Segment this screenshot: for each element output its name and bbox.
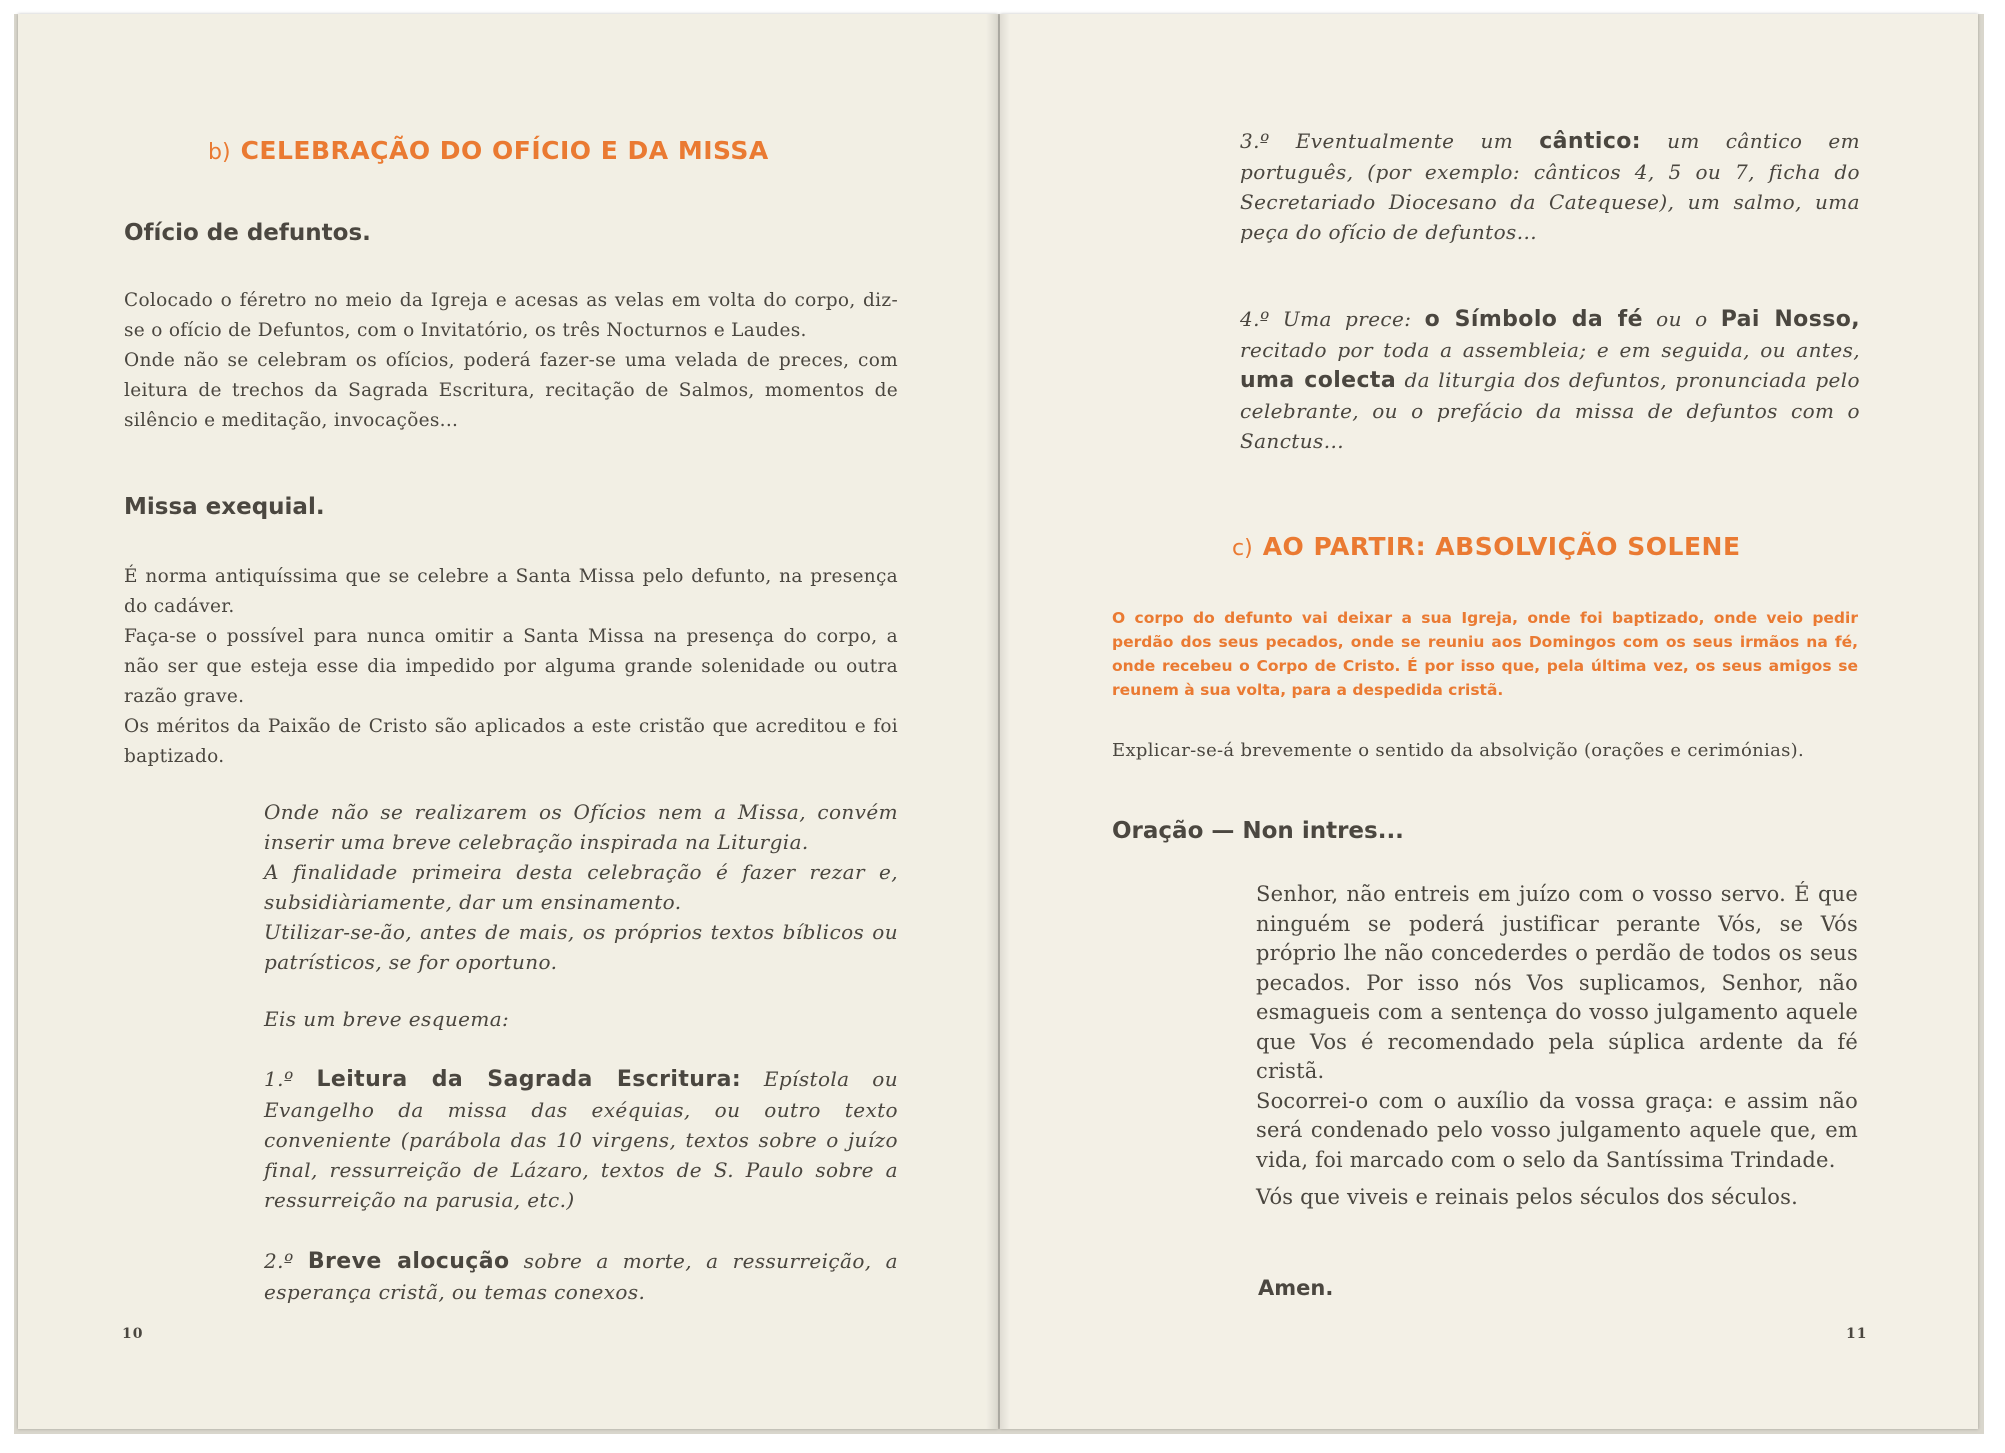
item-1 bbox=[264, 1064, 898, 1215]
item-3-title: cântico: bbox=[1539, 129, 1641, 154]
missa-paragraph-3: Os méritos da Paixão de Cristo são aplicados a este cristão que acreditou e foi baptizado. bbox=[124, 716, 898, 767]
italic-paragraph-3: Utilizar-se-ão, antes de mais, os próprios textos bíblicos ou patrísticos, se for oportuno. bbox=[264, 920, 898, 974]
item-2-title: Breve alocução bbox=[307, 1249, 510, 1274]
item-2 bbox=[264, 1246, 898, 1307]
item-4 bbox=[1240, 304, 1860, 456]
item-4-colecta: uma colecta bbox=[1240, 368, 1397, 393]
item-1-text: Epístola ou Evangelho da missa das exéquias, ou outro texto conveniente (parábola das 10 virgens, textos sobre o juízo final, ressurreição de Lázaro, textos de S. Paulo sobre a ressurreição na parusia, etc.) bbox=[264, 1067, 899, 1212]
absolvicao-intro: O corpo do defunto vai deixar a sua Igreja, onde foi baptizado, onde veio pedir perdão dos seus pecados, onde se reuniu aos Domingos com os seus irmãos na fé, onde recebeu o Corpo de Cristo. É por isso que, pela última vez, os seus amigos se reunem à sua volta, para a despedida cristã. bbox=[1112, 609, 1858, 699]
oficio-heading: Ofício de defuntos. bbox=[124, 220, 371, 246]
amen: Amen. bbox=[1258, 1276, 1334, 1300]
item-4-text: da liturgia dos defuntos, pronunciada pelo celebrante, ou o prefácio da missa de defuntos com o Sanctus... bbox=[1240, 368, 1860, 453]
item-1-number: 1.º bbox=[264, 1067, 294, 1091]
item-3-lead: Eventualmente um bbox=[1295, 129, 1514, 153]
book-gutter bbox=[986, 14, 1010, 1429]
right-page bbox=[1000, 14, 1978, 1429]
section-c-title: AO PARTIR: ABSOLVIÇÃO SOLENE bbox=[1262, 532, 1741, 561]
oficio-paragraph-2: Onde não se celebram os ofícios, poderá fazer-se uma velada de preces, com leitura de trechos da Sagrada Escritura, recitação de Salmos, momentos de silêncio e meditação, invocações... bbox=[124, 350, 898, 431]
item-4-ou: ou o bbox=[1656, 307, 1708, 331]
prayer-paragraph-3: Vós que viveis e reinais pelos séculos dos séculos. bbox=[1256, 1185, 1798, 1209]
esquema-intro: Eis um breve esquema: bbox=[264, 1007, 510, 1031]
section-b-title: CELEBRAÇÃO DO OFÍCIO E DA MISSA bbox=[240, 136, 769, 165]
italic-paragraph-1: Onde não se realizarem os Ofícios nem a Missa, convém inserir uma breve celebração inspirada na Liturgia. bbox=[264, 800, 898, 854]
oracao-label: Oração — Non intres... bbox=[1112, 818, 1404, 844]
item-3-number: 3.º bbox=[1240, 129, 1270, 153]
italic-paragraph-2: A finalidade primeira desta celebração é fazer rezar e, subsidiàriamente, dar um ensinamento. bbox=[264, 860, 898, 914]
left-page bbox=[18, 14, 998, 1429]
oficio-body bbox=[124, 286, 898, 436]
page-number-right: 11 bbox=[1846, 1326, 1868, 1342]
item-3-text: um cântico em português, (por exemplo: cânticos 4, 5 ou 7, ficha do Secretariado Diocesano da Catequese), um salmo, uma peça do ofício de defuntos... bbox=[1240, 129, 1860, 244]
item-1-title: Leitura da Sagrada Escritura: bbox=[316, 1067, 742, 1092]
item-4-simbolo: o Símbolo da fé bbox=[1424, 307, 1643, 332]
item-2-number: 2.º bbox=[264, 1249, 294, 1273]
item-4-number: 4.º bbox=[1240, 307, 1270, 331]
page-number-left: 10 bbox=[122, 1326, 144, 1342]
section-b-heading bbox=[208, 136, 769, 165]
prayer-paragraph-1: Senhor, não entreis em juízo com o vosso servo. É que ninguém se poderá justificar perante Vós, se Vós próprio lhe não concederdes o perdão de todos os seus pecados. Por isso nós Vos suplicamos, Senhor, não esmagueis com a sentença do vosso julgamento aquele que Vos é recomendado pela súplica ardente da fé cristã. bbox=[1256, 882, 1858, 1083]
missa-body bbox=[124, 562, 898, 772]
italic-note bbox=[264, 797, 898, 977]
item-2-text: sobre a morte, a ressurreição, a esperança cristã, ou temas conexos. bbox=[264, 1249, 898, 1304]
explain-line: Explicar-se-á brevemente o sentido da absolvição (orações e cerimónias). bbox=[1112, 740, 1805, 761]
missa-heading: Missa exequial. bbox=[124, 494, 325, 520]
item-4-recitado: recitado por toda a assembleia; e em seguida, ou antes, bbox=[1240, 338, 1860, 362]
missa-paragraph-1: É norma antiquíssima que se celebre a Santa Missa pelo defunto, na presença do cadáver. bbox=[124, 566, 898, 617]
missa-paragraph-2: Faça-se o possível para nunca omitir a Santa Missa na presença do corpo, a não ser que esteja esse dia impedido por alguma grande solenidade ou outra razão grave. bbox=[124, 626, 898, 707]
section-b-letter: b) bbox=[208, 140, 231, 165]
section-c-heading bbox=[1232, 532, 1741, 561]
item-4-lead: Uma prece: bbox=[1282, 307, 1412, 331]
prayer-paragraph-2: Socorrei-o com o auxílio da vossa graça: e assim não será condenado pelo vosso julgamento aquele que, em vida, foi marcado com o selo da Santíssima Trindade. bbox=[1256, 1088, 1858, 1172]
prayer-text bbox=[1256, 880, 1858, 1213]
book-spread bbox=[14, 14, 1984, 1434]
item-4-pai-nosso: Pai Nosso, bbox=[1720, 307, 1860, 332]
oficio-paragraph-1: Colocado o féretro no meio da Igreja e acesas as velas em volta do corpo, diz-se o ofício de Defuntos, com o Invitatório, os três Nocturnos e Laudes. bbox=[124, 290, 898, 341]
section-c-letter: c) bbox=[1232, 536, 1253, 561]
item-3 bbox=[1240, 126, 1860, 247]
